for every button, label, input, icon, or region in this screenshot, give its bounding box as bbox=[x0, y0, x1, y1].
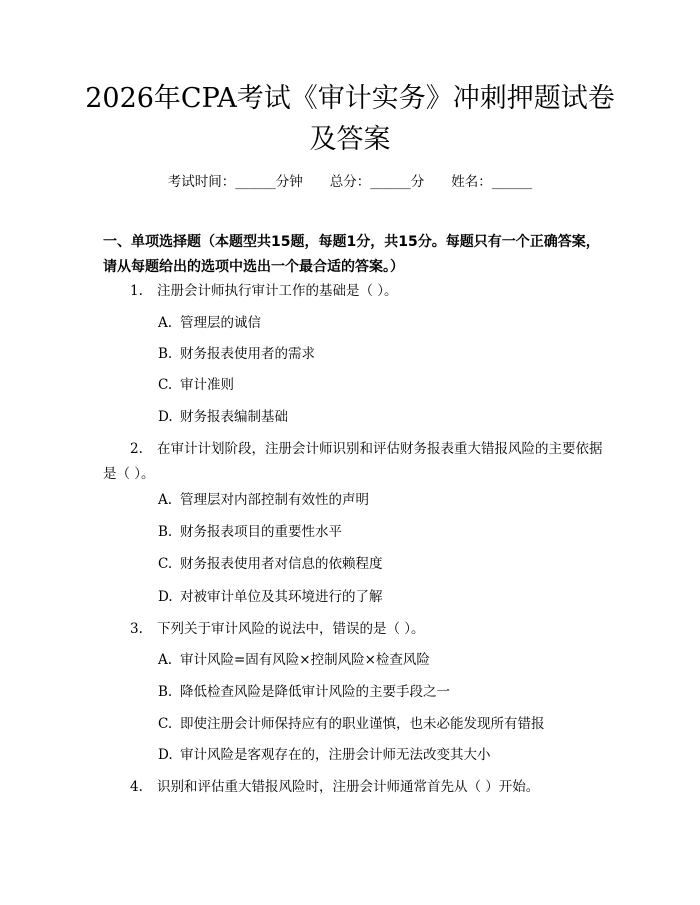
option-letter: B. bbox=[158, 684, 173, 700]
option-letter: C. bbox=[158, 377, 173, 393]
page-title: 2026年CPA考试《审计实务》冲刺押题试卷及答案 bbox=[85, 83, 615, 155]
option-letter: D. bbox=[158, 747, 173, 763]
option-letter: A. bbox=[158, 315, 173, 331]
question-3 bbox=[103, 617, 603, 642]
question-3-option-b bbox=[158, 680, 598, 705]
question-number: 2. bbox=[130, 441, 143, 457]
exam-meta-line: 考试时间：______分钟 总分：______分 姓名：______ bbox=[167, 174, 533, 190]
option-text: 审计风险=固有风险×控制风险×检查风险 bbox=[180, 652, 430, 668]
question-2-option-a bbox=[158, 488, 598, 513]
option-letter: B. bbox=[158, 346, 173, 362]
option-text: 审计风险是客观存在的，注册会计师无法改变其大小 bbox=[180, 747, 491, 763]
question-text: 在审计计划阶段，注册会计师识别和评估财务报表重大错报风险的主要依据是（ ）。 bbox=[103, 441, 603, 482]
option-text: 管理层对内部控制有效性的声明 bbox=[180, 492, 369, 508]
option-text: 财务报表编制基础 bbox=[180, 409, 288, 425]
question-1-option-c bbox=[158, 373, 598, 398]
question-1-option-d bbox=[158, 405, 598, 430]
question-1-option-b bbox=[158, 342, 598, 367]
question-3-option-c bbox=[158, 712, 598, 737]
question-2-option-c bbox=[158, 552, 598, 577]
question-4 bbox=[103, 775, 603, 800]
question-2 bbox=[103, 437, 603, 487]
option-letter: A. bbox=[158, 492, 173, 508]
option-text: 降低检查风险是降低审计风险的主要手段之一 bbox=[180, 684, 450, 700]
option-text: 审计准则 bbox=[180, 377, 234, 393]
question-3-option-a bbox=[158, 648, 598, 673]
option-letter: A. bbox=[158, 652, 173, 668]
question-text: 识别和评估重大错报风险时，注册会计师通常首先从（ ）开始。 bbox=[157, 779, 540, 795]
question-number: 1. bbox=[130, 283, 143, 299]
option-text: 对被审计单位及其环境进行的了解 bbox=[180, 589, 383, 605]
option-text: 财务报表使用者的需求 bbox=[180, 346, 315, 362]
question-2-option-d bbox=[158, 585, 598, 610]
section-heading: 一、单项选择题（本题型共15题，每题1分，共15分。每题只有一个正确答案，请从每题给出的选项中选出一个最合适的答案。） bbox=[103, 234, 600, 275]
option-text: 管理层的诚信 bbox=[180, 315, 261, 331]
option-text: 即使注册会计师保持应有的职业谨慎，也未必能发现所有错报 bbox=[180, 716, 545, 732]
option-letter: C. bbox=[158, 556, 173, 572]
question-1 bbox=[103, 279, 603, 304]
option-text: 财务报表项目的重要性水平 bbox=[180, 524, 342, 540]
question-3-option-d bbox=[158, 743, 598, 768]
question-text: 下列关于审计风险的说法中，错误的是（ ）。 bbox=[157, 621, 425, 637]
question-text: 注册会计师执行审计工作的基础是（ ）。 bbox=[157, 283, 398, 299]
option-letter: D. bbox=[158, 409, 173, 425]
option-letter: B. bbox=[158, 524, 173, 540]
option-letter: D. bbox=[158, 589, 173, 605]
question-number: 3. bbox=[130, 621, 143, 637]
question-number: 4. bbox=[130, 779, 143, 795]
option-letter: C. bbox=[158, 716, 173, 732]
option-text: 财务报表使用者对信息的依赖程度 bbox=[180, 556, 383, 572]
question-2-option-b bbox=[158, 520, 598, 545]
question-1-option-a bbox=[158, 311, 598, 336]
